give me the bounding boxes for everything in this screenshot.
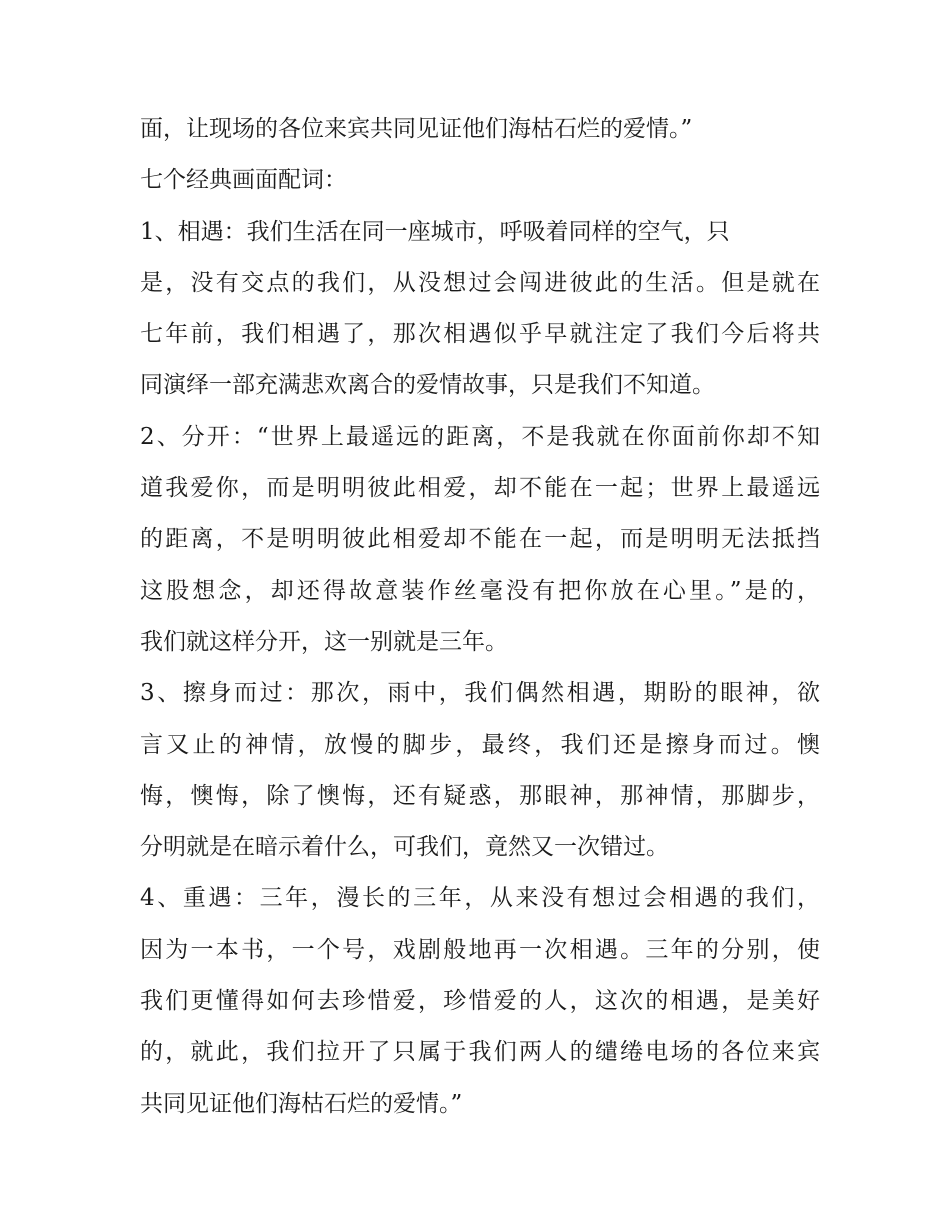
text-line: 七年前，我们相遇了，那次相遇似乎早就注定了我们今后将共 [140, 321, 820, 348]
text-line: 的，就此，我们拉开了只属于我们两人的缱绻电场的各位来宾 [140, 1039, 820, 1066]
text-line: 我们就这样分开，这一别就是三年。 [140, 628, 508, 655]
text-line: 3、擦身而过：那次，雨中，我们偶然相遇，期盼的眼神，欲 [140, 680, 820, 707]
text-line: 这股想念，却还得故意装作丝毫没有把你放在心里。”是的， [140, 577, 820, 604]
text-line: 面，让现场的各位来宾共同见证他们海枯石烂的爱情。” [140, 116, 693, 142]
text-line: 道我爱你，而是明明彼此相爱，却不能在一起；世界上最遥远 [140, 475, 820, 502]
text-line: 2、分开：“世界上最遥远的距离，不是我就在你面前你却不知 [140, 423, 820, 450]
text-line: 4、重遇：三年，漫长的三年，从来没有想过会相遇的我们， [140, 885, 820, 912]
text-line: 共同见证他们海枯石烂的爱情。” [140, 1090, 463, 1117]
text-line: 1、相遇：我们生活在同一座城市，呼吸着同样的空气，只 [140, 218, 730, 245]
text-line: 是，没有交点的我们，从没想过会闯进彼此的生活。但是就在 [140, 269, 820, 296]
text-line: 言又止的神情，放慢的脚步，最终，我们还是擦身而过。懊 [140, 731, 820, 758]
text-line: 我们更懂得如何去珍惜爱，珍惜爱的人，这次的相遇，是美好 [140, 988, 820, 1015]
text-line: 七个经典画面配词： [140, 167, 347, 194]
body-text [140, 108, 820, 1134]
text-line: 同演绎一部充满悲欢离合的爱情故事，只是我们不知道。 [140, 372, 715, 399]
text-line: 的距离，不是明明彼此相爱却不能在一起，而是明明无法抵挡 [140, 526, 820, 553]
text-line: 分明就是在暗示着什么，可我们，竟然又一次错过。 [140, 834, 669, 861]
text-line: 因为一本书，一个号，戏剧般地再一次相遇。三年的分别，使 [140, 936, 820, 963]
text-line: 悔，懊悔，除了懊悔，还有疑惑，那眼神，那神情，那脚步， [140, 782, 820, 809]
